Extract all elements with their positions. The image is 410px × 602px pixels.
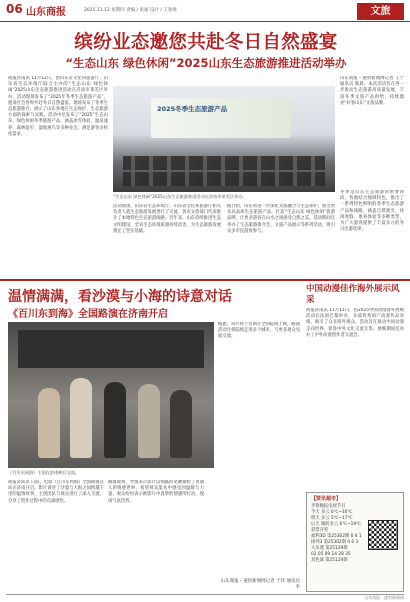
audience-row	[123, 172, 325, 186]
article2-credit: 山东商报・速豹新闻网记者 于洋 通讯员 李	[220, 579, 300, 590]
screen-backdrop	[18, 330, 204, 368]
page-footer: 山东商报 · 速豹新闻网	[6, 594, 404, 601]
article1-col2: 活动现场，山东省生态环境厅、山东省文化和旅游厅相关负责人就生态旅游发展进行了交流，各市文旅部门代表推介了本地特色生态旅游线路。近年来，山东持续推进生态文明建设，全省生态环境质量持续改善，为生态旅游发展奠定了坚实基础。	[113, 204, 221, 234]
backdrop-text: 2025冬季生态旅游产品	[157, 105, 228, 113]
page-number: 06	[6, 2, 23, 16]
person-figure	[170, 390, 192, 458]
article2-col3: 据悉，该片将于近期在全国院线上映，路演活动还将陆续走进多个城市，与更多观众见面交流。	[218, 322, 300, 340]
section-divider	[0, 279, 410, 281]
article2-col2: 路演现场，导演表示影片以细腻的笔触描绘了普通人的情感世界，希望观众能从中感受到温暖与力量。观众纷纷表示被影片中真挚的情感所打动，现场气氛热烈。	[108, 480, 204, 504]
person-figure	[138, 384, 160, 458]
article1-col1: 商报济南讯 11月12日，由山东省文化和旅游厅、山东省生态环境厅联合主办的“生态山东 绿色休闲”2025山东生态旅游推进活动在济南市莱芜区举办，活动现场发布了“2025年冬季生态旅游产品”，邀请社会各界共赴冬日自然盛宴。现场发布了冬季生态旅游推介，展示了山东各地在生态保护、生态旅游方面的探索与实践。活动中还发布了“2025”生态山东、绿色休闲冬季旅游产品，涵盖冰雪体验、温泉康养、森林徒步、湿地观鸟等多种业态，满足游客多样化需求。	[8, 76, 108, 137]
info-line: 齐鲁晚报电视节目	[311, 504, 346, 509]
article1-title: 缤纷业态邀您共赴冬日自然盛宴	[74, 32, 338, 53]
article1-col3: 据介绍，山东将进一步深化文旅融合与生态保护，推出更多高品质生态旅游产品，打造“生态山东 绿色休闲”旅游品牌，让更多游客在山水之间感受自然之美。活动期间还举办了生态旅游推介会、文旅产品展示等系列活动，吸引众多市民游客参与。	[227, 204, 335, 234]
section-name: 山东商报	[26, 7, 66, 18]
section-tag: 文旅	[357, 3, 404, 20]
article1-col4: 山东商报・速豹新闻网记者 王宁 通讯员 陈晨。本次活动旨在进一步推动生态旅游高质量发展，丰富冬季文旅产品供给，持续擦亮“好客山东”文旅品牌。	[340, 76, 404, 106]
article2-subtitle: 《百川东到海》全国路演在济南开启	[8, 309, 168, 320]
article1-subtitle: “生态山东 绿色休闲”2025山东生态旅游推进活动举办	[65, 56, 347, 70]
info-line: 今天 多云 6℃~16℃	[311, 510, 353, 515]
person-figure	[38, 388, 60, 458]
article1-col5: 冬季是山东生态旅游的重要时段，各地结合地域特色，推出了一系列特色鲜明的冬季生态旅游产品和线路，涵盖自然观光、休闲度假、康养体验等多种类型，为广大游客提供了丰富多元的冬日出游选择。	[340, 190, 404, 233]
info-line: 双色球 第25129期	[311, 558, 348, 563]
info-line: 明天 多云 5℃~17℃	[311, 516, 353, 521]
sidebar-body: 商报济南讯 11月11日，由2025中国动漫海外展映活动在法国巴黎举办，多部优秀国产动漫作品亮相，吸引了众多海外观众。活动旨在推动中国动漫走向世界，促进中外文化交流互鉴。展映期间还举办了中外动漫创作者交流会。	[306, 308, 404, 338]
photo-caption: “生态山东 绿色休闲”2025山东生态旅游推进活动在济南市莱芜区举办。	[113, 194, 247, 199]
person-figure	[104, 382, 126, 458]
qr-code	[368, 520, 398, 550]
screening-photo	[8, 322, 214, 468]
info-line: 后天 晴转多云 6℃~19℃	[311, 522, 361, 527]
sidebar-title: 中国动漫佳作海外展示风采	[306, 284, 400, 305]
info-box-title: 【资讯超市】	[311, 496, 342, 502]
event-photo	[113, 86, 335, 192]
person-figure	[70, 378, 92, 458]
photo2-caption: 《百川东到海》主创在济南映后交流。	[8, 470, 80, 475]
info-line: 福利3D 第25302期 0 6 1	[311, 534, 362, 539]
article2-col1: 商报济南讯 日前，电影《百川东到海》全国路演首站在济南开启。影片讲述了沙漠与大海之间跨越千里的温情故事，主创团队与观众进行了深入交流，分享了创作过程中的点滴感悟。	[8, 480, 104, 504]
header-meta: 2025.11.13 星期四 责编 / 张通 设计 / 王春燕	[84, 8, 177, 13]
info-line: 大乐透 第25129期	[311, 546, 348, 551]
article2-title: 温情满满，看沙漠与小海的诗意对话	[8, 289, 232, 305]
page-header	[0, 0, 410, 22]
info-line: 排列3 第25302期 0 6 3	[311, 540, 359, 545]
info-line: 02 05 09 14 28 35	[311, 552, 351, 557]
audience-row	[123, 156, 325, 170]
info-line: 彩票开奖	[311, 528, 329, 533]
